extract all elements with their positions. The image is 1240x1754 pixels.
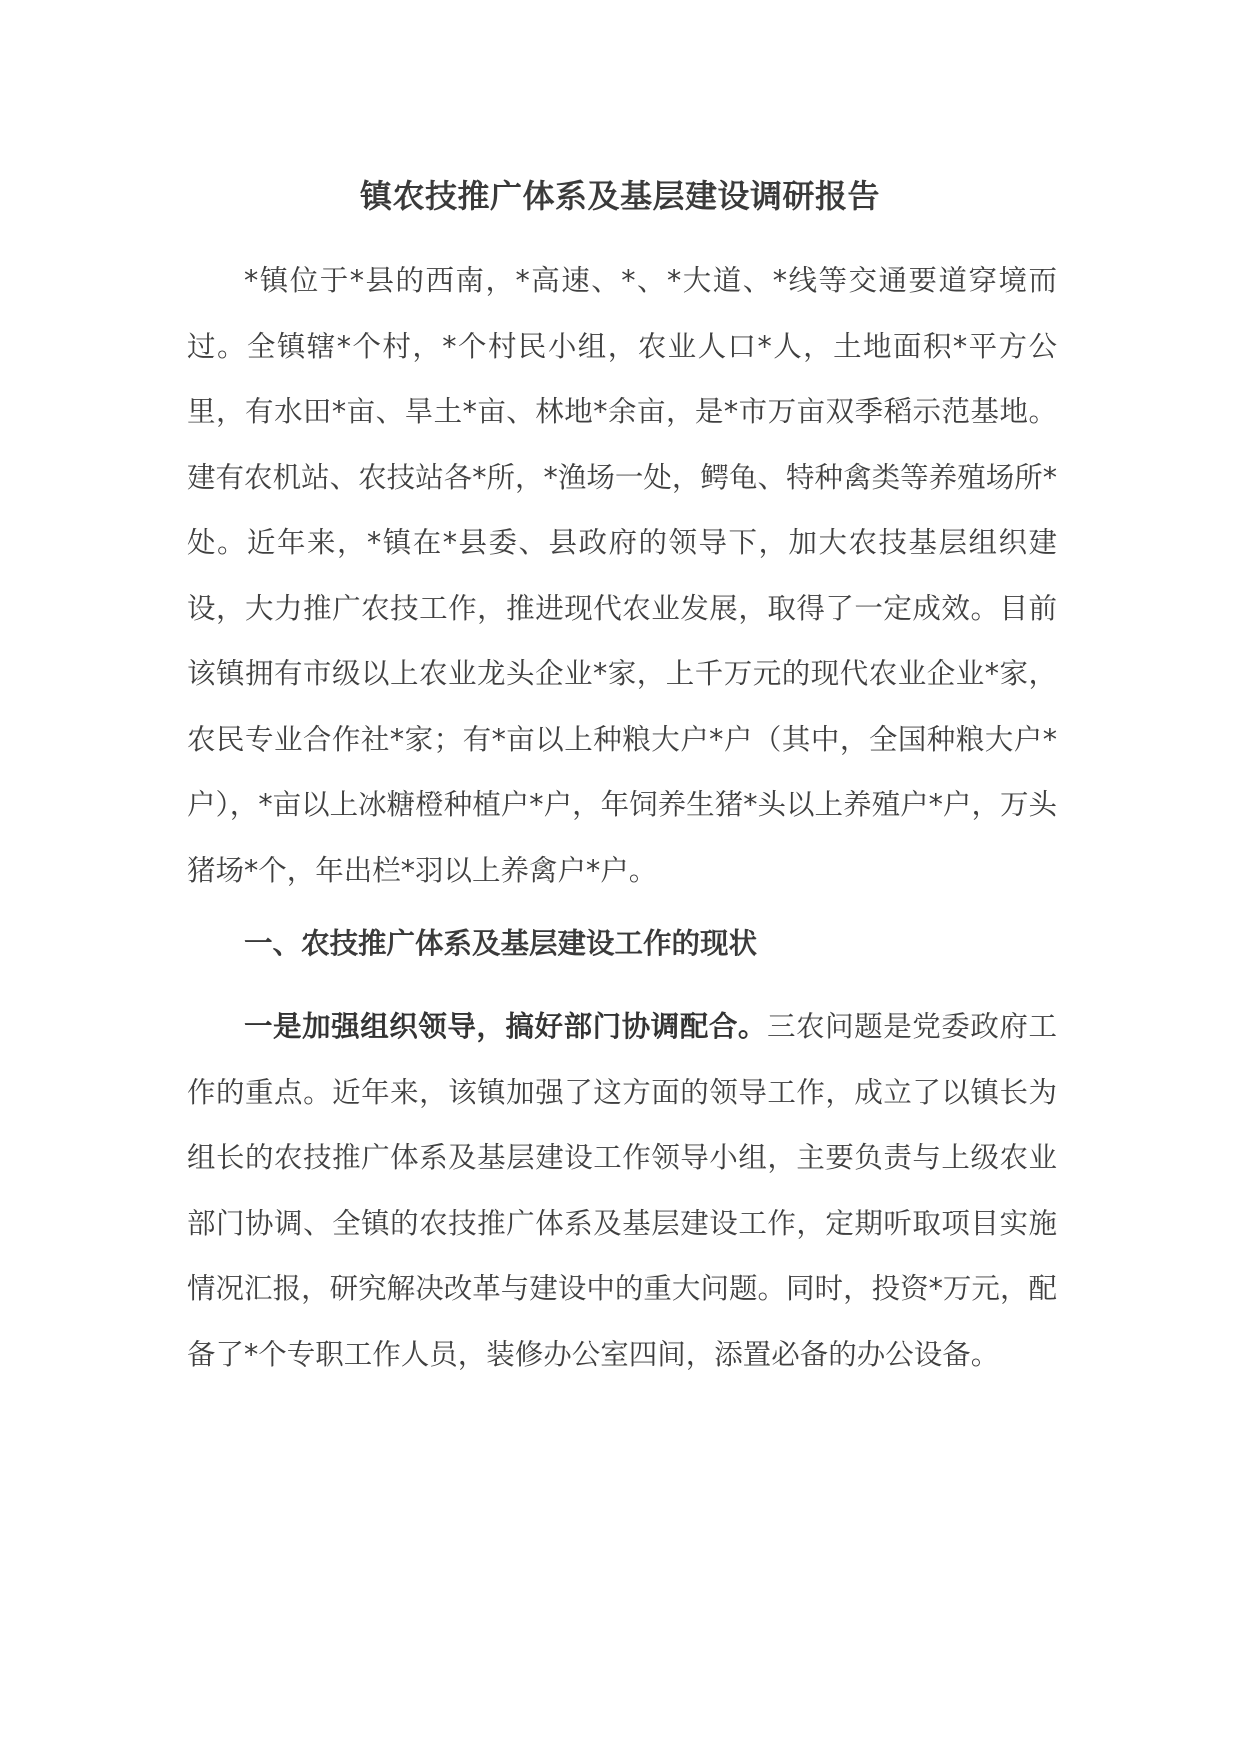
section-paragraph-organization [187,994,1057,1387]
paragraph-lead-sentence: 一是加强组织领导，搞好部门协调配合。 [244,1010,767,1043]
intro-paragraph: *镇位于*县的西南，*高速、*、*大道、*线等交通要道穿境而过。全镇辖*个村，*个村民小组，农业人口*人，土地面积*平方公里，有水田*亩、旱土*亩、林地*余亩，是*市万亩双季稻示范基地。建有农机站、农技站各*所，*渔场一处，鳄龟、特种禽类等养殖场所*处。近年来，*镇在*县委、县政府的领导下，加大农技基层组织建设，大力推广农技工作，推进现代农业发展，取得了一定成效。目前该镇拥有市级以上农业龙头企业*家，上千万元的现代农业企业*家，农民专业合作社*家；有*亩以上种粮大户*户（其中，全国种粮大户*户），*亩以上冰糖橙种植户*户，年饲养生猪*头以上养殖户*户，万头猪场*个，年出栏*羽以上养禽户*户。 [187,264,1057,887]
paragraph-body-text: 三农问题是党委政府工作的重点。近年来，该镇加强了这方面的领导工作，成立了以镇长为组长的农技推广体系及基层建设工作领导小组，主要负责与上级农业部门协调、全镇的农技推广体系及基层建设工作，定期听取项目实施情况汇报，研究解决改革与建设中的重大问题。同时，投资*万元，配备了*个专职工作人员，装修办公室四间，添置必备的办公设备。 [187,1010,1057,1371]
document-title: 镇农技推广体系及基层建设调研报告 [359,177,880,215]
section-heading-status: 一、农技推广体系及基层建设工作的现状 [244,927,758,960]
